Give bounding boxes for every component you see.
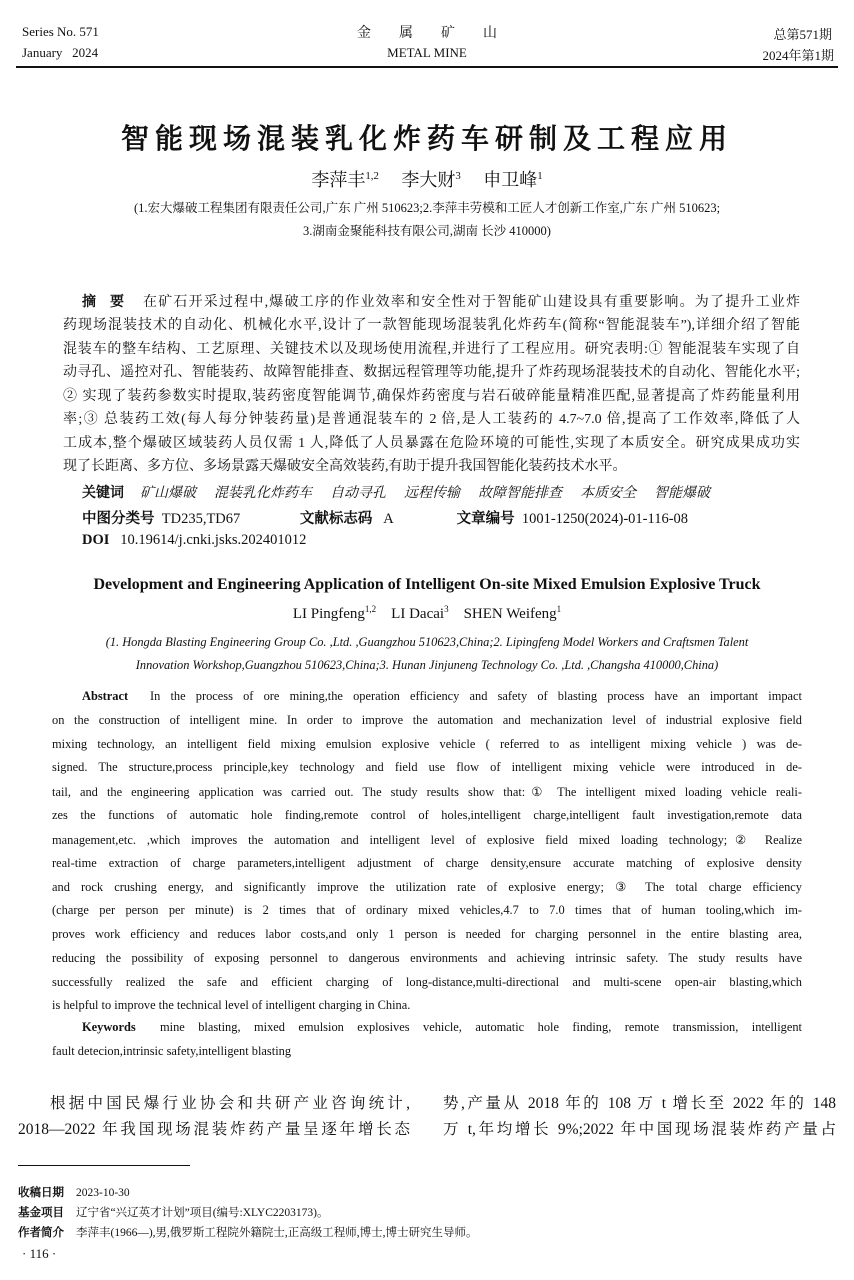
abstract-en-line: real-time extraction of charge parameters,intelligent adjustment of charge density,ensure accurate matching of explosive density [52,855,802,870]
abstract-cn-line: 混装车的整车结构、工艺原理、关键技术以及现场使用流程,并进行了工程应用。研究表明:① 智能混装车实现了自 [63,342,800,357]
abstract-en-line: proves work efficiency and reduces labor costs,and only 1 person is needed for charging personnel in the entire blasting area, [52,927,802,941]
journal-name-en: METAL MINE [387,45,467,60]
article-id: 1001-1250(2024)-01-116-08 [521,511,689,527]
abstract-en-line: zes the functions of automatic hole finding,remote control of holes,intelligent charge,intelligent fault investigation,remote data [52,808,802,822]
abstract-en-line: (charge per person per minute) is 2 times that of ordinary mixed vehicles,4.7 to 7.0 times that of human tooling,which im- [52,903,802,918]
abstract-en-line: signed. The structure,process principle,key technology and field use flow of intelligent mixing vehicle were introduced in de- [52,760,802,775]
footnote-fund: 基金项目 辽宁省“兴辽英才计划”项目(编号:XLYC2203173)。 [18,1207,329,1219]
body-text: 势,产量从 2018 年的 108 万 t 增长至 2022 年的 148 [443,1095,836,1112]
footnote-received: 收稿日期 2023-10-30 [18,1187,130,1199]
series-number: Series No. 571 [22,24,99,39]
keywords-cn: 关键词 矿山爆破 混装乳化炸药车 自动寻孔 远程传输 故障智能排查 本质安全 智能爆破 [82,486,710,501]
abstract-cn-line: 动寻孔、遥控对孔、智能装药、故障智能排查、数据远程管理等功能,提升了炸药现场混装技术的自动化、智能化水平; [63,365,800,380]
affiliation-en: Innovation Workshop,Guangzhou 510623,China;3. Hunan Jinjuneng Technology Co. ,Ltd. ,Changsha 410000,China) [135,658,719,672]
keyword: 本质安全 [580,486,636,501]
classification-row: 中图分类号 TD235,TD67 文献标志码 A 文章编号 1001-1250(2024)-01-116-08 [82,511,689,527]
author: 李萍丰$^{1,2}$ [311,170,379,190]
abstract-en-line: successfully realized the safe and efficient charging of long-distance,multi-directional and multi-scene open-air blasting,which [52,974,802,989]
abstract-cn-line: 现了长距离、多方位、多场景露天爆破安全高效装药,有助于提升我国智能化装药技术水平。 [63,459,627,474]
affiliation-cn: 3.湖南金聚能科技有限公司,湖南 长沙 410000) [303,224,551,238]
issue-date: January 2024 [22,45,99,60]
abstract-en-line: is helpful to improve the technical level of intelligent charging in China. [52,998,411,1013]
abstract-cn-line: 工成本,整个爆破区域装药人员仅需 1 人,降低了人员暴露在危险环境的可能性,实现了本质安全。研究成果成功实 [63,436,800,451]
keyword: 故障智能排查 [478,486,562,501]
page-number: · 116 · [22,1246,57,1261]
document-code: A [383,511,393,527]
abstract-cn-line: 率;③ 总装药工效(每人每分钟装药量)是普通混装车的 2 倍,是人工装药的 4.7~7.0 倍,提高了工作效率,降低了人 [63,412,800,427]
abstract-cn-line: 在矿石开采过程中,爆破工序的作业效率和安全性对于智能矿山建设具有重要影响。为了提升工业炸 [143,295,800,310]
abstract-en-line: mixing technology, an intelligent field mixing emulsion explosive vehicle ( referred to as intelligent mixing vehicle ) was de- [52,736,802,751]
keywords-en: fault detecion,intrinsic safety,intelligent blasting [52,1044,292,1058]
body-text: 根据中国民爆行业协会和共研产业咨询统计, [50,1095,410,1112]
keyword: 智能爆破 [654,486,710,501]
footnote-rule [18,1165,190,1166]
keyword: 混装乳化炸药车 [214,486,312,501]
abstract-en-line: reducing the possibility of exposing personnel to dangerous environments and achieving intrinsic safety. The study results have [52,950,802,965]
journal-name-cn: 金 属 矿 山 [357,26,497,41]
abstract-en-line: management,etc. ,which improves the automation and intelligent level of explosive field mixed loading technology;② Realize [52,832,802,847]
keywords-label-en: Keywords [82,1020,136,1034]
author: 申卫峰$^1$ [483,170,543,190]
body-text: 万 t,年均增长 9%;2022 年中国现场混装炸药产量占 [443,1121,836,1138]
author: 李大财$^3$ [401,170,461,190]
keyword: 远程传输 [404,486,460,501]
abstract-label-cn: 摘 要 [82,295,124,310]
issue-total: 总第571期 [773,27,832,42]
issue-number: 2024年第1期 [762,48,834,63]
keyword: 矿山爆破 [140,486,196,501]
keywords-en: mine blasting, mixed emulsion explosives vehicle, automatic hole finding, remote transmission, intelligent [160,1020,802,1034]
title-en: Development and Engineering Application of Intelligent On-site Mixed Emulsion Explosive Truck [93,576,761,593]
affiliation-en: (1. Hongda Blasting Engineering Group Co. ,Ltd. ,Guangzhou 510623,China;2. Lipingfeng Model Workers and Craftsmen Talent [105,635,749,649]
abstract-label-en: Abstract [82,689,129,703]
header-rule [16,66,838,68]
abstract-en-line: and rock crushing energy, and significantly improve the utilization rate of explosive energy; ③ The total charge efficiency [52,880,802,895]
footnote-author: 作者简介 李萍丰(1966—),男,俄罗斯工程院外籍院士,正高级工程师,博士,博士研究生导师。 [18,1227,478,1239]
abstract-cn-line: ② 实现了装药参数实时提取,装药密度智能调节,确保炸药密度与岩石破碎能量精准匹配,显著提高了炸药能量利用 [63,389,800,404]
authors-en: LI Pingfeng$^{1,2}$ LI Dacai$^3$ SHEN Weifeng$^1$ [292,604,562,622]
clc-code: TD235,TD67 [161,511,241,527]
abstract-en-line: In the process of ore mining,the operation efficiency and safety of blasting process have an important impact [150,689,802,703]
authors-cn [0,166,854,192]
abstract-en-line: tail, and the engineering application was carried out. The study results show that:① The intelligent mixed loading vehicle reali- [52,785,802,800]
keyword: 自动寻孔 [330,486,386,501]
abstract-en-line: on the construction of intelligent mine. In order to improve the automation and mechanization level of industrial explosive field [52,712,802,727]
doi-link[interactable]: 10.19614/j.cnki.jsks.202401012 [120,532,307,548]
body-text: 2018—2022 年我国现场混装炸药产量呈逐年增长态 [18,1121,410,1138]
title-cn: 智能现场混装乳化炸药车研制及工程应用 [120,124,733,155]
affiliation-cn: (1.宏大爆破工程集团有限责任公司,广东 广州 510623;2.李萍丰劳模和工匠人才创新工作室,广东 广州 510623; [133,201,721,215]
abstract-cn-line: 药现场混装技术的自动化、机械化水平,设计了一款智能现场混装乳化炸药车(简称“智能混装车”),详细介绍了智能 [63,318,800,333]
doi-row: DOI 10.19614/j.cnki.jsks.202401012 [82,532,307,548]
